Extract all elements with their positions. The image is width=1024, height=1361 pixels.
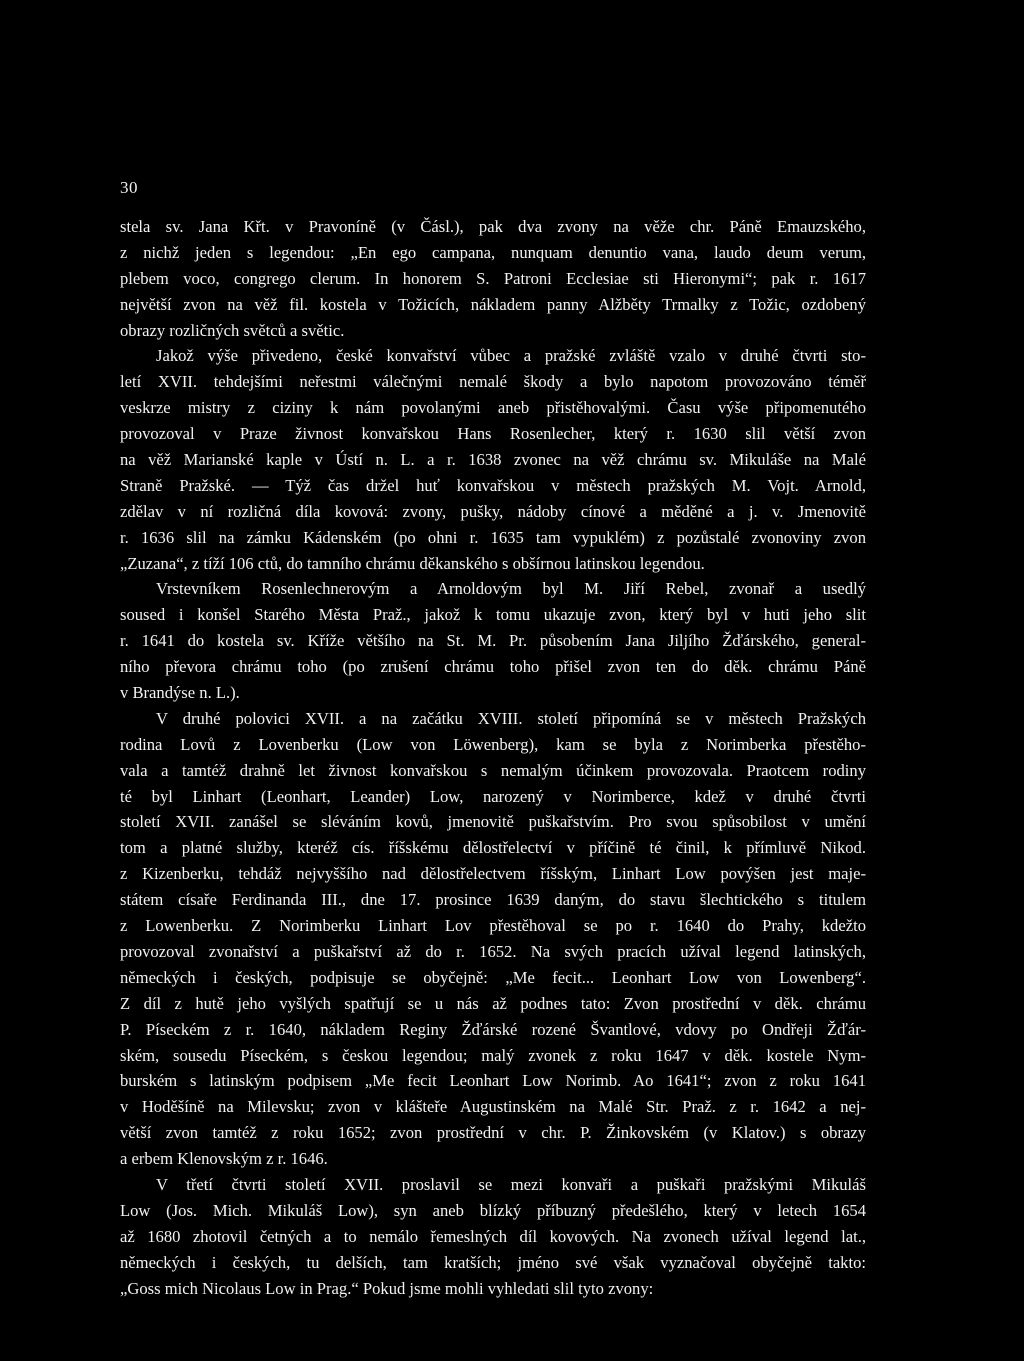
text-line: „Zuzana“, z tíží 106 ctů, do tamního chrámu děkanského s obšírnou latinskou legendou.	[120, 553, 705, 573]
text-line: z Lowenberku. Z Norimberku Linhart Lov přestěhoval se po r. 1640 do Prahy, kdežto	[120, 916, 866, 936]
text-line: zdělav v ní rozličná díla kovová: zvony, pušky, nádoby cínové a měděné a j. v. Jmenovitě	[120, 501, 866, 521]
text-line: ském, sousedu Píseckém, s českou legendou; malý zvonek z roku 1647 v děk. kostele Nym-	[120, 1045, 866, 1065]
text-line: německých i českých, tu delších, tam kratších; jméno své však vyznačoval obyčejně takto:	[120, 1252, 866, 1272]
text-line: „Goss mich Nicolaus Low in Prag.“ Pokud jsme mohli vyhledati slil tyto zvony:	[120, 1278, 654, 1298]
text-line: provozoval v Praze živnost konvařskou Hans Rosenlecher, který r. 1630 slil větší zvon	[120, 424, 866, 444]
text-line: té byl Linhart (Leonhart, Leander) Low, narozený v Norimberce, kdež v druhé čtvrti	[120, 786, 866, 806]
text-line: Vrstevníkem Rosenlechnerovým a Arnoldovým byl M. Jiří Rebel, zvonař a usedlý	[156, 579, 866, 599]
text-line: až 1680 zhotovil četných a to nemálo řemeslných díl kovových. Na zvonech užíval legend lat.,	[120, 1226, 866, 1246]
text-line: německých i českých, podpisuje se obyčejně: „Me fecit... Leonhart Low von Lowenberg“.	[120, 967, 866, 987]
text-line: r. 1641 do kostela sv. Kříže většího na St. M. Pr. působením Jana Jiljího Žďárského, general-	[120, 631, 866, 651]
text-line: Z díl z hutě jeho vyšlých spatřují se u nás až podnes tato: Zvon prostřední v děk. chrámu	[120, 993, 866, 1013]
text-line: soused i konšel Starého Města Praž., jakož k tomu ukazuje zvon, který byl v huti jeho slit	[120, 605, 866, 625]
text-line: Straně Pražské. — Týž čas držel huť konvařskou v městech pražských M. Vojt. Arnold,	[120, 475, 866, 495]
text-line: v Hoděšíně na Milevsku; zvon v klášteře Augustinském na Malé Str. Praž. z r. 1642 a nej-	[120, 1097, 866, 1117]
text-line: z nichž jeden s legendou: „En ego campana, nunquam denuntio vana, laudo deum verum,	[120, 242, 866, 262]
text-line: Low (Jos. Mich. Mikuláš Low), syn aneb blízký příbuzný předešlého, který v letech 1654	[120, 1200, 866, 1220]
text-line: v Brandýse n. L.).	[120, 683, 240, 703]
text-line: P. Píseckém z r. 1640, nákladem Reginy Žďárské rozené Švantlové, vdovy po Ondřeji Žďár-	[120, 1019, 866, 1039]
text-line: r. 1636 slil na zámku Kádenském (po ohni r. 1635 tam vypuklém) z pozůstalé zvonoviny zvon	[120, 527, 866, 547]
text-line: veskrze mistry z ciziny k nám povolanými aneb přistěhovalými. Času výše připomenutého	[120, 398, 866, 418]
text-line: vala a tamtéž drahně let živnost konvařskou s nemalým účinkem provozovala. Praotcem rodiny	[120, 760, 866, 780]
text-line: na věž Marianské kaple v Ústí n. L. a r. 1638 zvonec na věž chrámu sv. Mikuláše na Malé	[120, 450, 866, 470]
text-line: státem císaře Ferdinanda III., dne 17. prosince 1639 daným, do stavu šlechtického s titulem	[120, 890, 866, 910]
text-line: století XVII. zanášel se sléváním kovů, jmenovitě puškařstvím. Pro svou spůsobilost v umění	[120, 812, 866, 832]
text-line: V druhé polovici XVII. a na začátku XVIII. století připomíná se v městech Pražských	[156, 708, 866, 728]
text-line: a erbem Klenovským z r. 1646.	[120, 1149, 328, 1169]
text-line: Jakož výše přivedeno, české konvařství vůbec a pražské zvláště vzalo v druhé čtvrti sto-	[156, 346, 866, 366]
text-line: letí XVII. tehdejšími neřestmi válečnými nemalé škody a bylo napotom provozováno téměř	[120, 372, 866, 392]
text-line: větší zvon tamtéž z roku 1652; zvon prostřední v chr. P. Žinkovském (v Klatov.) s obrazy	[120, 1123, 866, 1143]
text-line: provozoval zvonařství a puškařství až do r. 1652. Na svých pracích užíval legend latinských,	[120, 941, 866, 961]
text-line: burském s latinským podpisem „Me fecit Leonhart Low Norimb. Ao 1641“; zvon z roku 1641	[120, 1071, 866, 1091]
text-line: ního převora chrámu toho (po zrušení chrámu toho přišel zvon ten do děk. chrámu Páně	[120, 657, 866, 677]
body-text	[120, 214, 866, 1301]
text-line: tom a platné služby, kteréž cís. říšskému dělostřelectví v příčině té činil, k přímluvě Nikod.	[120, 838, 866, 858]
text-line: V třetí čtvrti století XVII. proslavil se mezi konvaři a puškaři pražskými Mikuláš	[156, 1174, 866, 1194]
text-line: z Kizenberku, tehdáž nejvyššího nad dělostřelectvem říšským, Linhart Low povýšen jest maje-	[120, 864, 866, 884]
text-line: plebem voco, congrego clerum. In honorem S. Patroni Ecclesiae sti Hieronymi“; pak r. 1617	[120, 268, 866, 288]
text-line: největší zvon na věž fil. kostela v Tožicích, nákladem panny Alžběty Trmalky z Tožic, ozdobený	[120, 294, 866, 314]
page-number: 30	[120, 178, 138, 197]
text-line: stela sv. Jana Křt. v Pravoníně (v Čásl.), pak dva zvony na věže chr. Páně Emauzského,	[120, 217, 866, 236]
text-line: obrazy rozličných světců a světic.	[120, 320, 345, 340]
text-line: rodina Lovů z Lovenberku (Low von Löwenberg), kam se byla z Norimberka přestěho-	[120, 734, 866, 754]
